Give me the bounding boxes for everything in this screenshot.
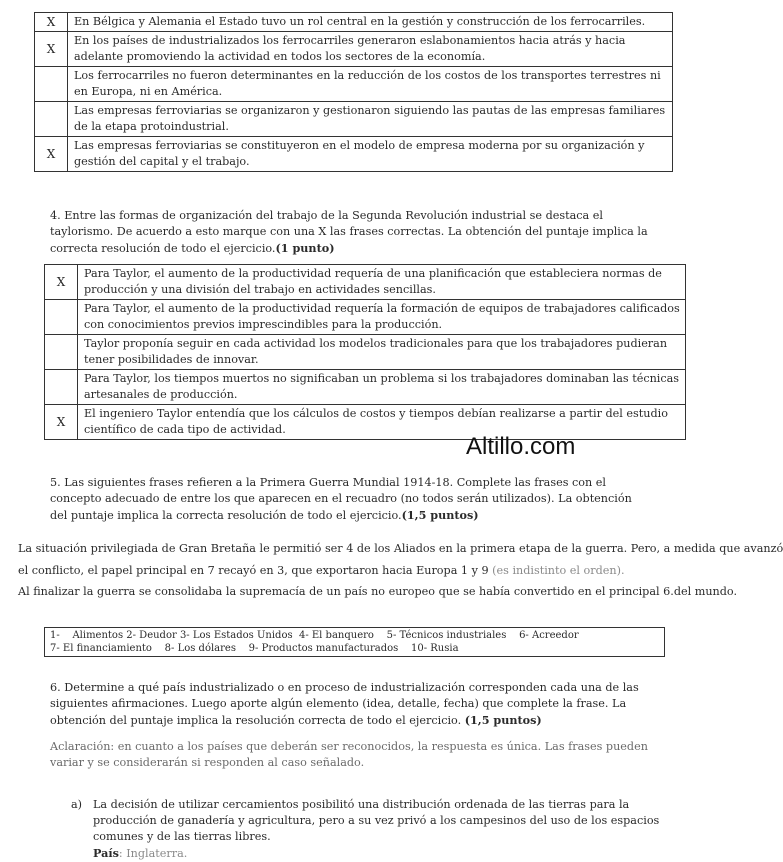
question-6 <box>50 680 660 729</box>
q5-sentence-1: La situación privilegiada de Gran Bretaña le permitió ser 4 de los Aliados en la primera etapa de la guerra. Pero, a medida que avanzó <box>18 542 783 555</box>
q5-sentence-3: Al finalizar la guerra se consolidaba la supremacía de un país no europeo que se había convertido en el principal 6.del mundo. <box>18 585 738 598</box>
item-a-country: : Inglaterra. <box>118 847 188 860</box>
check-mark <box>45 300 78 335</box>
statement-text: Para Taylor, el aumento de la productividad requería de una planificación que estableciera normas de producción y una división del trabajo en actividades sencillas. <box>78 265 686 300</box>
question-6-points: (1,5 puntos) <box>464 713 542 727</box>
question-5-text: 5. Las siguientes frases refieren a la Primera Guerra Mundial 1914-18. Complete las frases con el concepto adecuado de entre los que aparecen en el recuadro (no todos serán utilizados). La obtención del puntaje implica la correcta resolución de todo el ejercicio. <box>50 476 632 522</box>
statement-text: Para Taylor, el aumento de la productividad requería la formación de equipos de trabajadores calificados con conocimientos previos imprescindibles para la producción. <box>78 300 686 335</box>
item-a-text: La decisión de utilizar cercamientos posibilitó una distribución ordenada de las tierras para la producción de ganadería y agricultura, pero a su vez privó a los campesinos del uso de los espacios comunes y de las tierras libres. <box>93 798 660 843</box>
check-mark <box>35 67 68 102</box>
item-a <box>93 797 668 862</box>
check-mark: X <box>35 13 68 32</box>
statement-text: El ingeniero Taylor entendía que los cálculos de costos y tiempos debían realizarse a partir del estudio científico de cada tipo de actividad. <box>78 405 686 440</box>
q5-sentence-2-note: (es indistinto el orden). <box>492 564 625 577</box>
concept-box <box>44 627 665 657</box>
statement-text: Los ferrocarriles no fueron determinantes en la reducción de los costos de los transportes terrestres ni en Europa, ni en América. <box>68 67 673 102</box>
railways-row <box>35 67 673 102</box>
statement-text: En Bélgica y Alemania el Estado tuvo un rol central en la gestión y construcción de los ferrocarriles. <box>68 13 673 32</box>
item-a-label: a) <box>71 798 83 811</box>
statement-text: Taylor proponía seguir en cada actividad los modelos tradicionales para que los trabajadores pudieran tener posibilidades de innovar. <box>78 335 686 370</box>
railways-row <box>35 32 673 67</box>
taylor-row <box>45 335 686 370</box>
check-mark <box>35 102 68 137</box>
question-5-points: (1,5 puntos) <box>401 508 479 522</box>
taylor-row <box>45 405 686 440</box>
altillo-watermark: Altillo.com <box>466 433 576 460</box>
question-6-text: 6. Determine a qué país industrializado o en proceso de industrialización corresponden cada una de las siguientes afirmaciones. Luego aporte algún elemento (idea, detalle, fecha) que complete la frase. La obtención del puntaje implica la resolución correcta de todo el ejercicio. <box>50 681 639 727</box>
railways-row <box>35 13 673 32</box>
clarification-note: Aclaración: en cuanto a los países que deberán ser reconocidos, la respuesta es única. Las frases pueden variar y se considerarán si responden al caso señalado. <box>50 740 648 769</box>
railways-table <box>34 12 673 172</box>
railways-row <box>35 137 673 172</box>
taylor-row <box>45 370 686 405</box>
check-mark <box>45 370 78 405</box>
taylor-table <box>44 264 686 440</box>
q5-sentence-2 <box>18 564 625 577</box>
concept-box-line-1: 1- Alimentos 2- Deudor 3- Los Estados Unidos 4- El banquero 5- Técnicos industriales 6- Acreedor <box>50 630 579 641</box>
statement-text: Las empresas ferroviarias se constituyeron en el modelo de empresa moderna por su organización y gestión del capital y el trabajo. <box>68 137 673 172</box>
question-5 <box>50 475 650 524</box>
concept-box-line-2: 7- El financiamiento 8- Los dólares 9- Productos manufacturados 10- Rusia <box>50 643 459 654</box>
check-mark: X <box>35 32 68 67</box>
check-mark: X <box>45 405 78 440</box>
railways-row <box>35 102 673 137</box>
question-4-points: (1 punto) <box>275 241 335 255</box>
question-4-text: 4. Entre las formas de organización del trabajo de la Segunda Revolución industrial se destaca el taylorismo. De acuerdo a esto marque con una X las frases correctas. La obtención del puntaje implica la correcta resolución de todo el ejercicio. <box>50 209 648 255</box>
q5-sentence-2-main: el conflicto, el papel principal en 7 recayó en 3, que exportaron hacia Europa 1 y 9 <box>18 564 493 577</box>
taylor-row <box>45 265 686 300</box>
check-mark <box>45 335 78 370</box>
item-a-country-label: País <box>93 846 119 860</box>
check-mark: X <box>45 265 78 300</box>
taylor-row <box>45 300 686 335</box>
statement-text: Para Taylor, los tiempos muertos no significaban un problema si los trabajadores dominaban las técnicas artesanales de producción. <box>78 370 686 405</box>
check-mark: X <box>35 137 68 172</box>
statement-text: En los países de industrializados los ferrocarriles generaron eslabonamientos hacia atrás y hacia adelante promoviendo la actividad en todos los sectores de la economía. <box>68 32 673 67</box>
statement-text: Las empresas ferroviarias se organizaron y gestionaron siguiendo las pautas de las empresas familiares de la etapa protoindustrial. <box>68 102 673 137</box>
question-4 <box>50 208 665 257</box>
